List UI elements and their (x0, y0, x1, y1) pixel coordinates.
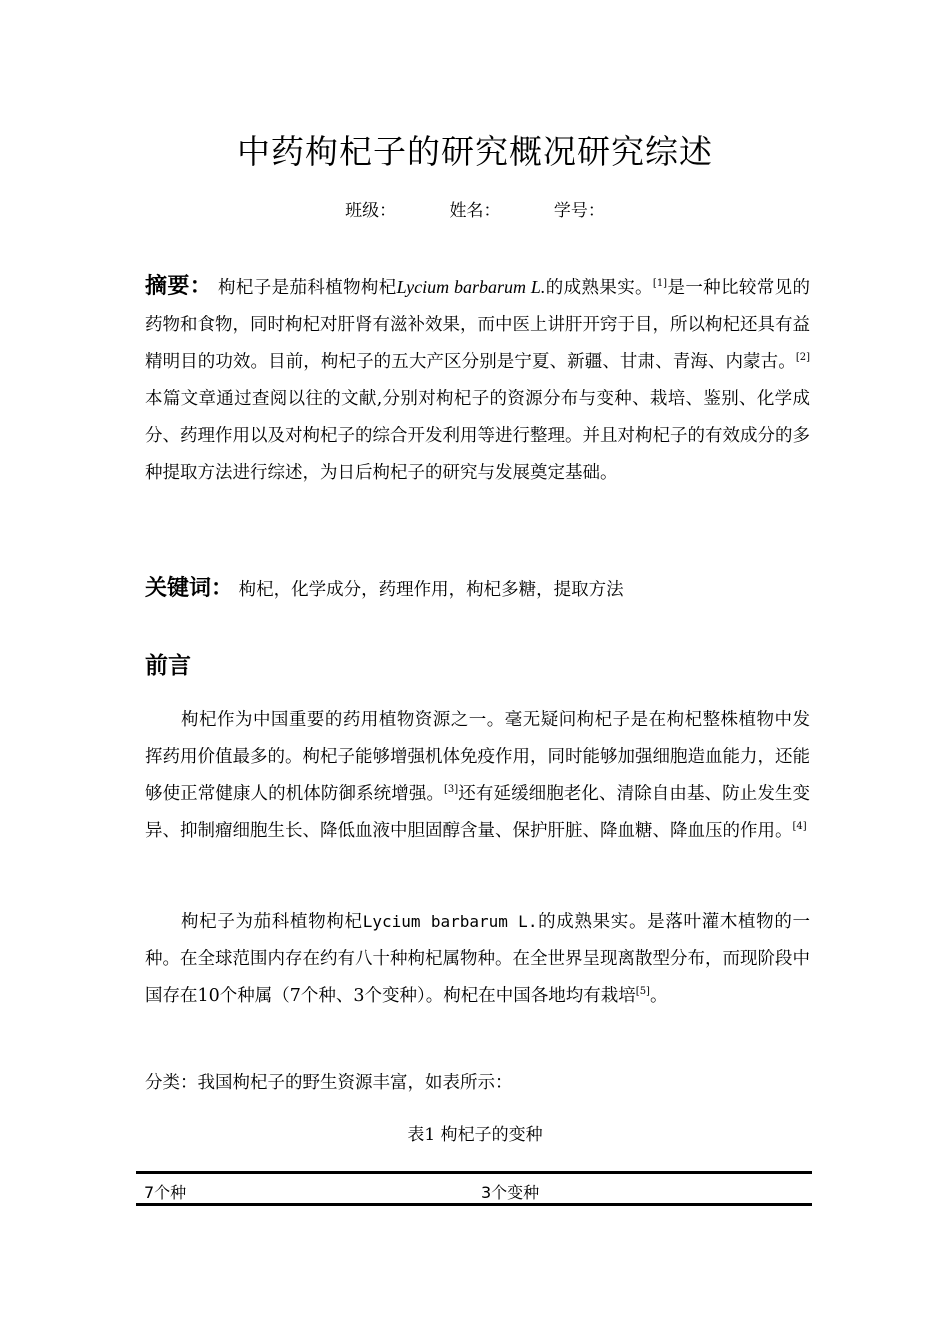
abstract-text-1: 枸杞子是茄科植物枸杞 (218, 278, 397, 298)
table-header-species: 7个种 (144, 1183, 187, 1202)
preface-p1-text-b: 还有延缓细胞老化、清除自由基、防止发生变异、抑制瘤细胞生长、降低血液中胆固醇含量、保护肝脏、降血糖、降血压的作用。 (145, 784, 811, 841)
class-label: 班级： (345, 201, 397, 221)
citation-5: [5] (635, 986, 650, 998)
preface-p2-text-c: 。 (649, 986, 668, 1006)
preface-latin-name: Lycium barbarum L. (362, 912, 538, 931)
keywords-text: 枸杞，化学成分，药理作用，枸杞多糖，提取方法 (238, 580, 624, 600)
keywords-paragraph (145, 570, 810, 609)
abstract-text-2: 的成熟果实。 (545, 278, 653, 298)
citation-3: [3] (444, 784, 459, 796)
citation-1: [1] (652, 278, 668, 290)
variety-table (136, 1171, 812, 1206)
abstract-paragraph (145, 268, 810, 492)
abstract-text-3: 是一种比较常见的药物和食物，同时枸杞对肝肾有滋补效果，而中医上讲肝开窍于目，所以枸杞还具有益精明目的功效。目前，枸杞子的五大产区分别是宁夏、新疆、甘肃、青海、内蒙古。 (145, 278, 810, 372)
citation-4: [4] (792, 821, 807, 833)
abstract-text-4: 本篇文章通过查阅以往的文献,分别对枸杞子的资源分布与变种、栽培、鉴别、化学成分、药理作用以及对枸杞子的综合开发利用等进行整理。并且对枸杞子的有效成分的多种提取方法进行综述，为日后枸杞子的研究与发展奠定基础。 (145, 389, 810, 483)
citation-2: [2] (795, 352, 810, 364)
author-meta (0, 198, 950, 224)
abstract-label: 摘要： (145, 274, 213, 299)
preface-p1-text-a: 枸杞作为中国重要的药用植物资源之一。毫无疑问枸杞子是在枸杞整株植物中发挥药用价值最多的。枸杞子能够增强机体免疫作用，同时能够加强细胞造血能力，还能够使正常健康人的机体防御系统增强。 (145, 710, 810, 804)
preface-heading: 前言 (145, 653, 191, 679)
name-label: 姓名： (449, 201, 501, 221)
table-header-varieties: 3个变种 (481, 1183, 540, 1202)
student-id-label: 学号： (553, 201, 605, 221)
keywords-label: 关键词： (145, 576, 234, 601)
abstract-latin-name: Lycium barbarum L. (396, 277, 546, 297)
document-title: 中药枸杞子的研究概况研究综述 (237, 132, 713, 171)
preface-paragraph-2 (145, 903, 810, 1015)
table-caption: 表1 枸杞子的变种 (407, 1125, 543, 1145)
classification-line: 分类：我国枸杞子的野生资源丰富，如表所示： (145, 1073, 513, 1093)
preface-paragraph-1 (145, 702, 810, 850)
preface-p2-text-b: 的成熟果实。是落叶灌木植物的一种。在全球范围内存在约有八十种枸杞属物种。在全世界呈现离散型分布，而现阶段中国存在10个种属（7个种、3个变种）。枸杞在中国各地均有栽培 (145, 912, 811, 1006)
preface-p2-text-a: 枸杞子为茄科植物枸杞 (181, 912, 363, 932)
